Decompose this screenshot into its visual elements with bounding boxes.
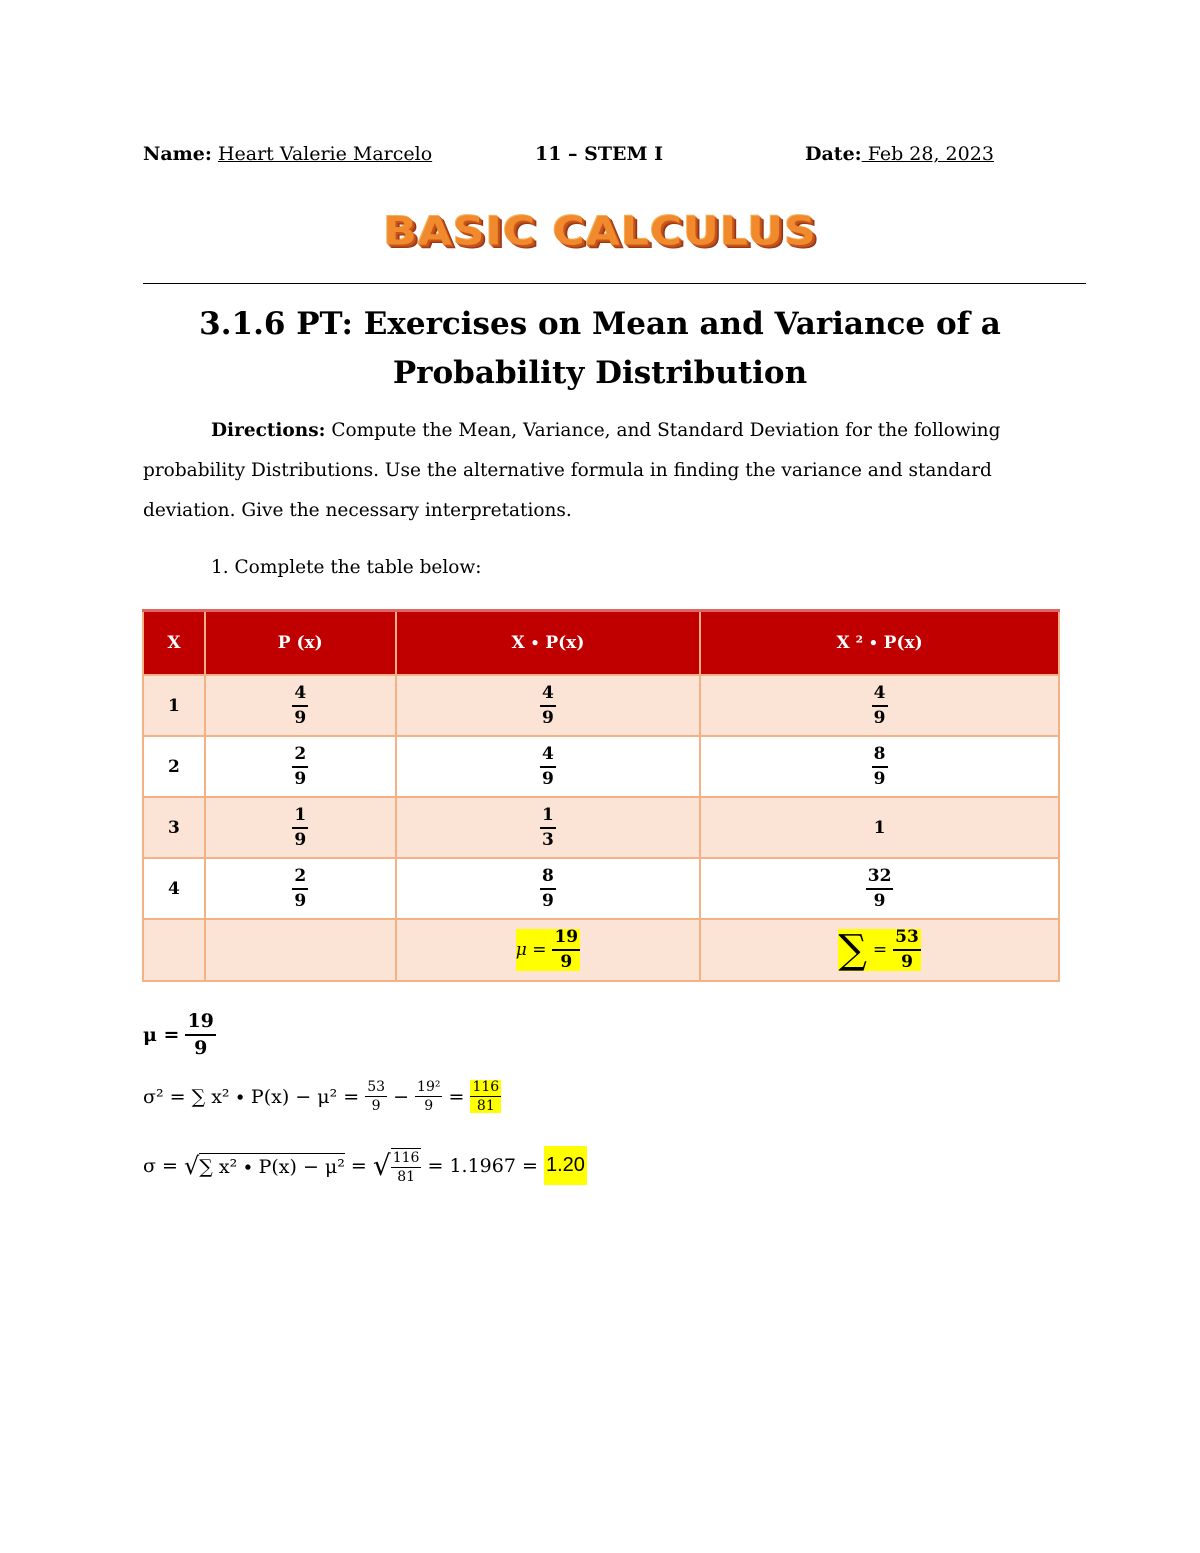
page-title: BASIC CALCULUS <box>383 208 817 255</box>
mean-formula: μ = $\frac{19}{9}$ <box>143 1010 214 1059</box>
date: Date: Feb 28, 2023 <box>805 143 994 165</box>
item-1-instruction: 1. Complete the table below: <box>211 557 482 578</box>
exercise-title-line2: Probability Distribution <box>392 355 808 391</box>
probability-table <box>142 609 1060 982</box>
table-row: 4 $\frac{2}{9}$ $\frac{8}{9}$ $\frac{32}{9}$ <box>143 858 1059 919</box>
date-value: Feb 28, 2023 <box>861 143 994 165</box>
sigma-icon: ∑ <box>838 927 867 973</box>
directions: Directions: Compute the Mean, Variance, and Standard Deviation for the following probability Distributions. Use the alternative formula in finding the variance and standard deviation. Give the necessary interpretations. <box>143 420 1001 521</box>
table-summary-row <box>143 919 1059 981</box>
section-label: 11 – STEM I <box>535 143 664 165</box>
header-px: P (x) <box>205 611 396 676</box>
divider <box>143 283 1086 284</box>
table-row: 2 $\frac{2}{9}$ $\frac{4}{9}$ $\frac{8}{9}$ <box>143 736 1059 797</box>
std-dev-result: 1.20 <box>544 1146 587 1185</box>
student-name: Name: Heart Valerie Marcelo <box>143 143 433 165</box>
header-x2px: X ² ∙ P(x) <box>700 611 1059 676</box>
table-row: 3 $\frac{1}{9}$ $\frac{1}{3}$ 1 <box>143 797 1059 858</box>
sqrt-icon: √ <box>183 1151 200 1180</box>
mean-result: μ = $\frac{19}{9}$ <box>515 927 579 972</box>
directions-label: Directions: <box>211 420 326 441</box>
exercise-title-line1: 3.1.6 PT: Exercises on Mean and Variance of a <box>199 306 1001 342</box>
variance-formula: σ² = ∑ x² ∙ P(x) − μ² = $\frac{53}{9}$ − $\frac{\text{19²}}{9}$ = $\frac{116}{81}$ <box>143 1079 500 1114</box>
sqrt-icon: √ <box>372 1149 391 1182</box>
header-xpx: X ∙ P(x) <box>396 611 700 676</box>
std-dev-formula: σ = √ ∑ x² ∙ P(x) − μ² = √ $\frac{116}{81}$ = 1.1967 = 1.20 <box>143 1146 587 1185</box>
variance-result: $\frac{116}{81}$ <box>472 1079 500 1114</box>
student-name-value: Heart Valerie Marcelo <box>217 143 433 165</box>
sum-result: ∑ = $\frac{53}{9}$ <box>838 927 919 973</box>
header-x: X <box>143 611 205 676</box>
table-row: 1 $\frac{4}{9}$ $\frac{4}{9}$ $\frac{4}{9}$ <box>143 675 1059 736</box>
